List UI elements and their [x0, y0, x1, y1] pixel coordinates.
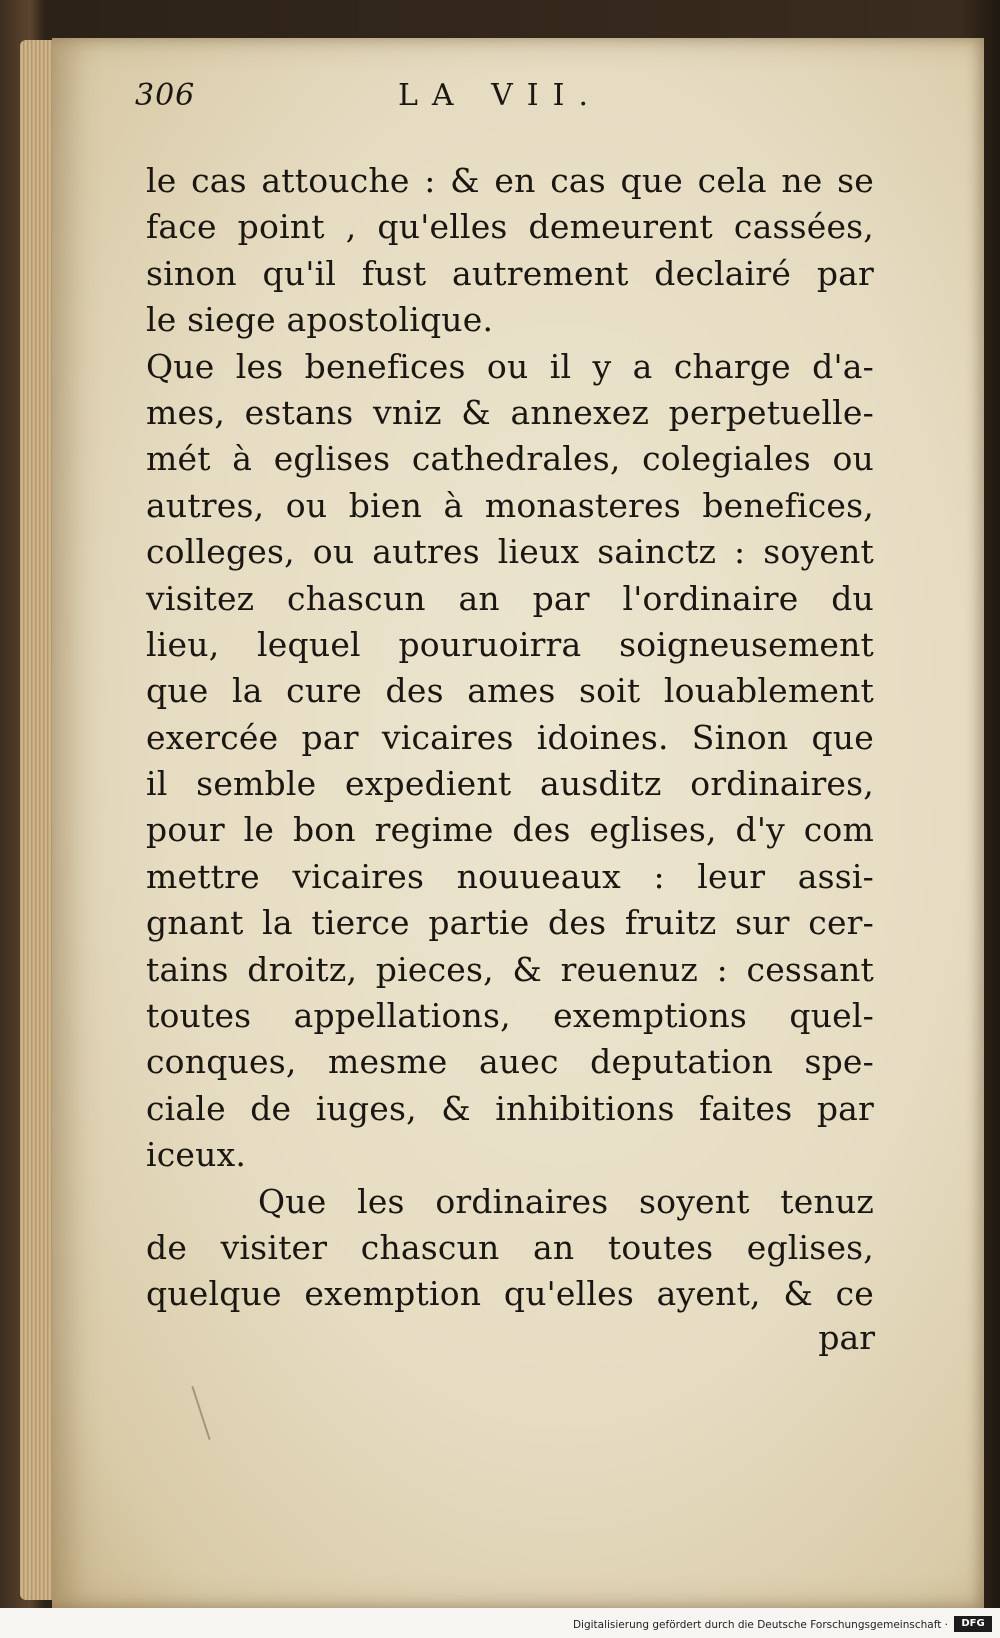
- text-line: toutes appellations, exemptions quel-: [146, 996, 874, 1036]
- text-line: colleges, ou autres lieux sainctz : soyent: [146, 532, 874, 572]
- text-line: visitez chascun an par l'ordinaire du: [146, 578, 874, 618]
- text-line: exercée par vicaires idoines. Sinon que: [146, 717, 874, 757]
- page-number: 306: [135, 78, 196, 113]
- text-line: sinon qu'il fust autrement declairé par: [146, 253, 874, 293]
- text-line: face point , qu'elles demeurent cassées,: [146, 207, 874, 247]
- text-line: conques, mesme auec deputation spe-: [146, 1042, 874, 1082]
- page-header: [135, 78, 865, 134]
- text-line: le cas attouche : & en cas que cela ne se: [146, 161, 874, 200]
- text-line: tains droitz, pieces, & reuenuz : cessant: [146, 949, 874, 989]
- text-line: iceux.: [146, 1135, 247, 1175]
- running-head: LA VII.: [397, 78, 603, 113]
- text-line: gnant la tierce partie des fruitz sur cer-: [146, 903, 874, 943]
- dfg-logo-icon: DFG: [954, 1616, 992, 1632]
- text-line: le siege apostolique.: [146, 300, 494, 340]
- text-line: Que les ordinaires soyent tenuz: [258, 1181, 874, 1221]
- digitization-footer: [0, 1608, 1000, 1638]
- text-line: pour le bon regime des eglises, d'y com: [146, 810, 874, 850]
- body-text: [146, 158, 874, 1318]
- text-line: ciale de iuges, & inhibitions faites par: [146, 1088, 874, 1128]
- text-line: de visiter chascun an toutes eglises,: [146, 1227, 874, 1267]
- text-line: quelque exemption qu'elles ayent, & ce: [146, 1274, 874, 1314]
- text-line: mét à eglises cathedrales, colegiales ou: [146, 439, 874, 479]
- text-line: lieu, lequel pouruoirra soigneusement: [146, 624, 874, 664]
- catchword: par: [818, 1318, 875, 1357]
- text-line: mettre vicaires nouueaux : leur assi-: [146, 856, 874, 896]
- text-line: autres, ou bien à monasteres benefices,: [146, 485, 874, 525]
- text-line: mes, estans vniz & annexez perpetuelle-: [146, 392, 874, 432]
- footer-credit: Digitalisierung gefördert durch die Deutsche Forschungsgemeinschaft ·: [572, 1619, 948, 1631]
- text-line: que la cure des ames soit louablement: [146, 671, 874, 711]
- text-line: il semble expedient ausditz ordinaires,: [146, 764, 874, 804]
- text-line: Que les benefices ou il y a charge d'a-: [146, 346, 874, 386]
